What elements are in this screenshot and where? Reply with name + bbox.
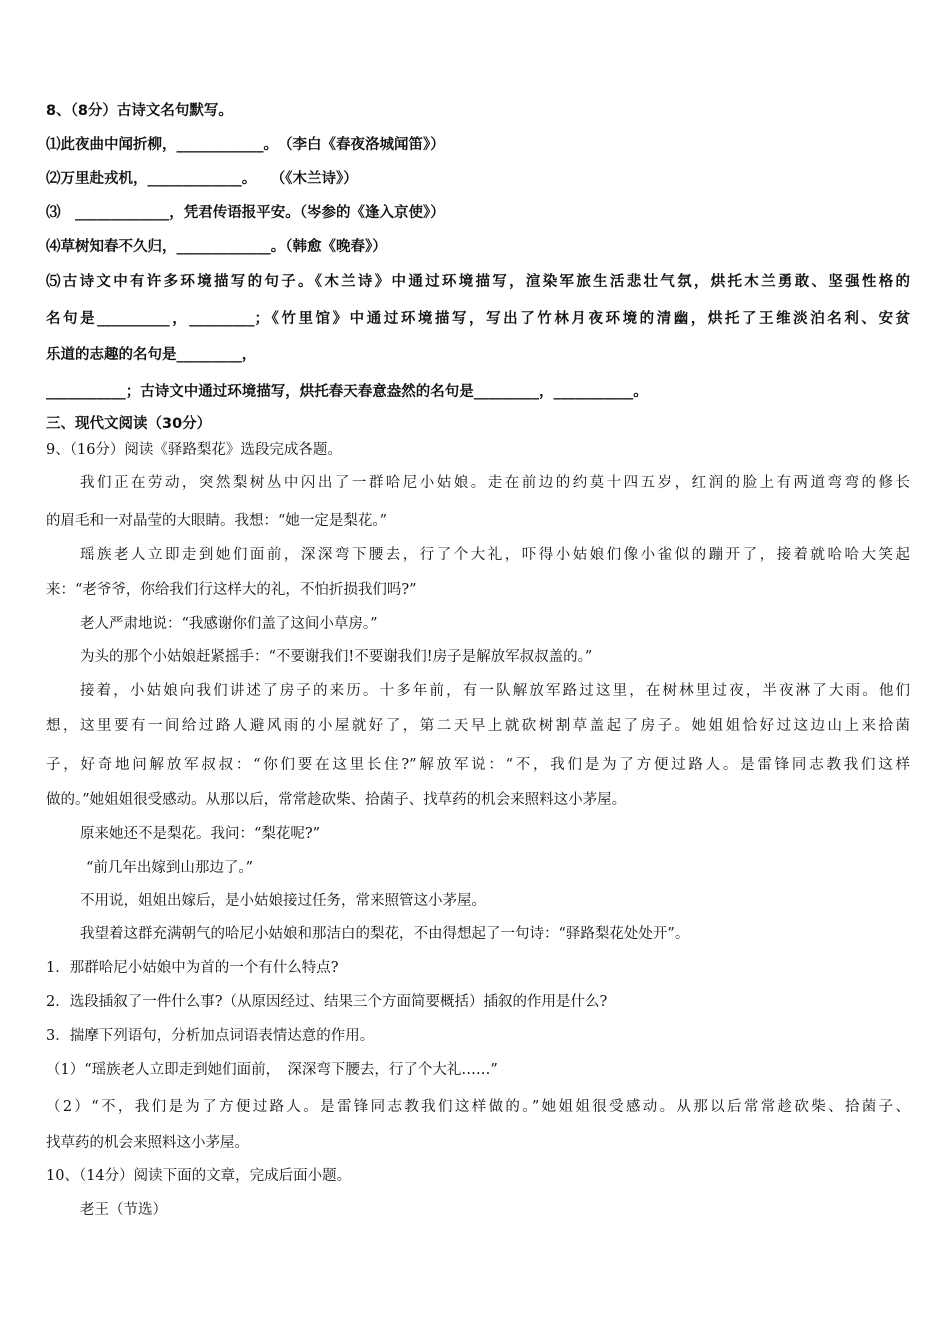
q9-para-7: “前几年出嫁到山那边了。”: [86, 860, 254, 876]
section-3-title: 三、现代文阅读（30分）: [46, 416, 212, 432]
q9-subquestion-2: 2．选段插叙了一件什么事?（从原因经过、结果三个方面简要概括）插叙的作用是什么?: [46, 994, 608, 1010]
q8-line-1: ⑴此夜曲中闻折柳，____________。 （李白《春夜洛城闻笛》）: [46, 137, 445, 153]
q9-para-2b: 来：“老爷爷，你给我们行这样大的礼，不怕折损我们吗?”: [46, 582, 417, 598]
q9-para-5c: 子，好奇地问解放军叔叔：“你们要在这里长住?”解放军说：“不，我们是为了方便过路人。是雷锋同志教我们这样: [46, 757, 910, 773]
q8-line-7: 乐道的志趣的名句是_________，: [46, 347, 257, 363]
q9-subquestion-3: 3．揣摩下列语句，分析加点词语表情达意的作用。: [46, 1028, 375, 1044]
q8-title: 8、（8分）古诗文名句默写。: [46, 103, 233, 119]
q9-para-1b: 的眉毛和一对晶莹的大眼睛。我想：“她一定是梨花。”: [46, 513, 388, 529]
q9-subquestion-3-item-2a: （2）“不，我们是为了方便过路人。是雷锋同志教我们这样做的。”她姐姐很受感动。从那以后常常趁砍柴、拾菌子、: [46, 1099, 910, 1115]
q9-para-3: 老人严肃地说：“我感谢你们盖了这间小草房。”: [80, 616, 378, 632]
q9-para-5b: 想，这里要有一间给过路人避风雨的小屋就好了，第二天早上就砍树割草盖起了房子。她姐姐恰好过这边山上来拾菌: [46, 718, 910, 734]
q9-para-5d: 做的。”她姐姐很受感动。从那以后，常常趁砍柴、拾菌子、找草药的机会来照料这小茅屋。: [46, 792, 627, 808]
q9-para-1a: 我们正在劳动，突然梨树丛中闪出了一群哈尼小姑娘。走在前边的约莫十四五岁，红润的脸上有两道弯弯的修长: [80, 475, 910, 491]
q8-line-6: 名句是__________，_________；《竹里馆》中通过环境描写，写出了竹林月夜环境的清幽，烘托了王维淡泊名利、安贫: [46, 311, 910, 327]
q9-subquestion-1: 1．那群哈尼小姑娘中为首的一个有什么特点?: [46, 960, 339, 976]
q9-para-4: 为头的那个小姑娘赶紧摇手：“不要谢我们!不要谢我们!房子是解放军叔叔盖的。”: [80, 649, 593, 665]
q8-line-2: ⑵万里赴戎机，_____________。 （《木兰诗》）: [46, 171, 358, 187]
q9-para-8: 不用说，姐姐出嫁后，是小姑娘接过任务，常来照管这小茅屋。: [80, 893, 486, 909]
q9-para-5a: 接着，小姑娘向我们讲述了房子的来历。十多年前，有一队解放军路过这里，在树林里过夜，半夜淋了大雨。他们: [80, 683, 910, 699]
q9-para-2a: 瑶族老人立即走到她们面前，深深弯下腰去，行了个大礼，吓得小姑娘们像小雀似的蹦开了，接着就哈哈大笑起: [80, 547, 910, 563]
q8-line-8: ___________；古诗文中通过环境描写，烘托春天春意盎然的名句是_________，___________。: [46, 384, 648, 400]
q9-subquestion-3-item-2b: 找草药的机会来照料这小茅屋。: [46, 1135, 249, 1151]
q10-subtitle: 老王（节选）: [80, 1202, 167, 1218]
q8-line-3: ⑶ _____________，凭君传语报平安。（岑参的《逢入京使》）: [46, 205, 445, 221]
q8-line-4: ⑷草树知春不久归，_____________。（韩愈《晚春》）: [46, 239, 387, 255]
q9-subquestion-3-item-1: （1）“瑶族老人立即走到她们面前， 深深弯下腰去，行了个大礼……”: [46, 1062, 498, 1078]
q9-para-6: 原来她还不是梨花。我问：“梨花呢?”: [80, 826, 321, 842]
q10-title: 10、（14分）阅读下面的文章，完成后面小题。: [46, 1168, 352, 1184]
q8-line-5: ⑸古诗文中有许多环境描写的句子。《木兰诗》中通过环境描写，渲染军旅生活悲壮气氛，烘托木兰勇敢、坚强性格的: [46, 274, 910, 290]
q9-title: 9、（16分）阅读《驿路梨花》选段完成各题。: [46, 442, 342, 458]
q9-para-9: 我望着这群充满朝气的哈尼小姑娘和那洁白的梨花，不由得想起了一句诗：“驿路梨花处处开”。: [80, 926, 690, 942]
